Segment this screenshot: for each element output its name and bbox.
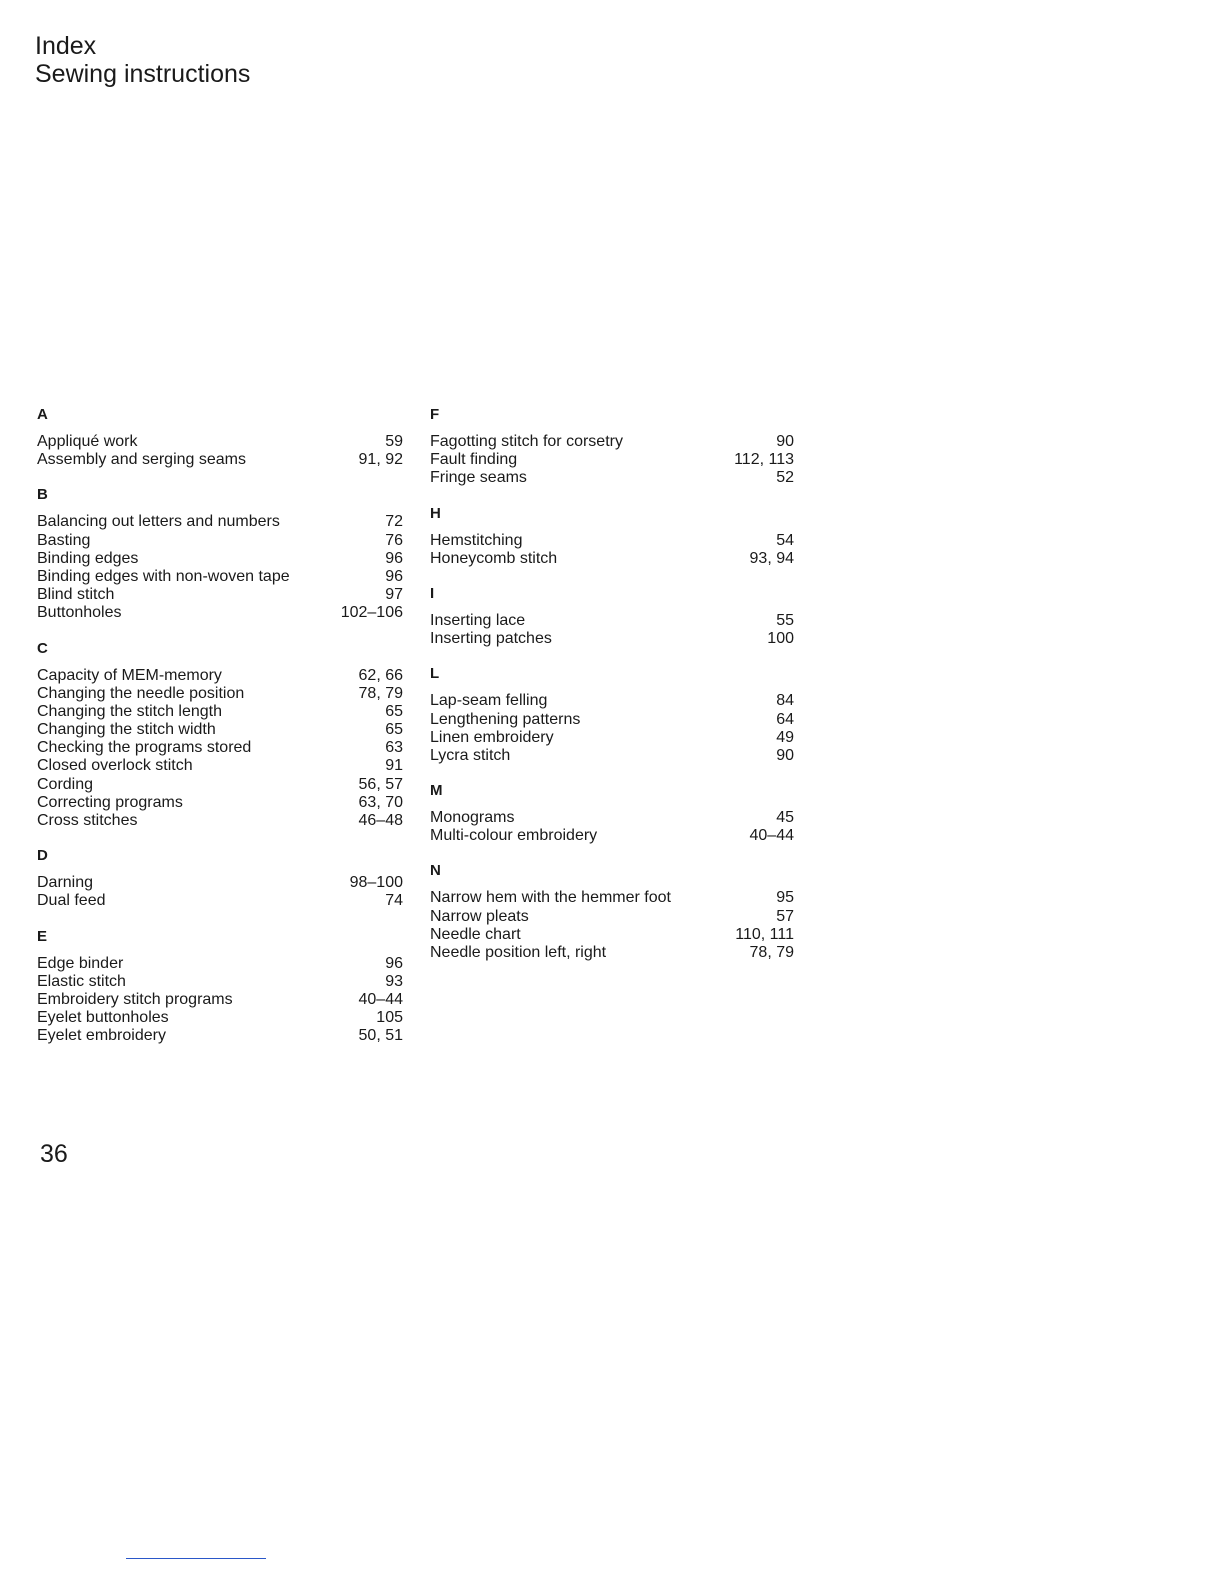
entry-term: Checking the programs stored — [37, 739, 252, 757]
entry-pages: 91 — [385, 757, 403, 775]
entry-term: Eyelet embroidery — [37, 1027, 166, 1045]
entry-pages: 63 — [385, 739, 403, 757]
index-entry — [37, 757, 403, 775]
entry-term: Linen embroidery — [430, 728, 554, 746]
index-entry — [37, 568, 403, 586]
entry-pages: 54 — [776, 531, 794, 549]
index-entry — [37, 776, 403, 794]
entry-term: Eyelet buttonholes — [37, 1009, 169, 1027]
entry-pages: 93 — [385, 972, 403, 990]
entry-term: Lap-seam felling — [430, 692, 548, 710]
entry-pages: 59 — [385, 433, 403, 450]
index-entry — [37, 812, 403, 830]
index-entry — [37, 1009, 403, 1027]
entry-pages: 50, 51 — [358, 1027, 403, 1045]
entry-term: Fagotting stitch for corsetry — [430, 433, 623, 450]
entry-pages: 40–44 — [749, 827, 794, 845]
entry-term: Narrow hem with the hemmer foot — [430, 889, 671, 907]
entry-term: Appliqué work — [37, 433, 138, 450]
index-entry — [430, 747, 794, 765]
index-entry — [430, 630, 794, 648]
section-letter: C — [37, 639, 48, 657]
index-entry — [430, 469, 794, 487]
entry-pages: 84 — [776, 692, 794, 710]
section-letter: M — [430, 782, 443, 800]
entry-term: Binding edges with non-woven tape — [37, 567, 290, 585]
entry-pages: 63, 70 — [358, 793, 403, 811]
index-entry — [37, 586, 403, 604]
entry-pages: 65 — [385, 702, 403, 720]
entry-term: Honeycomb stitch — [430, 549, 558, 567]
index-entry — [37, 973, 403, 991]
entry-term: Cording — [37, 775, 94, 793]
section-letter: H — [430, 504, 441, 522]
entry-pages: 40–44 — [358, 990, 403, 1008]
entry-pages: 97 — [385, 586, 403, 604]
index-section — [37, 847, 403, 910]
entry-pages: 90 — [776, 433, 794, 450]
entry-pages: 55 — [776, 611, 794, 629]
entry-pages: 105 — [376, 1009, 403, 1027]
section-letter: D — [37, 847, 48, 865]
section-letter: A — [37, 406, 48, 423]
index-section — [430, 862, 794, 962]
index-entry — [37, 794, 403, 812]
index-entry — [430, 612, 794, 630]
entry-pages: 49 — [776, 728, 794, 746]
entry-term: Embroidery stitch programs — [37, 990, 233, 1008]
entry-pages: 76 — [385, 531, 403, 549]
section-letter: F — [430, 406, 440, 423]
entry-pages: 102–106 — [340, 604, 403, 622]
entry-pages: 57 — [776, 907, 794, 925]
index-section — [37, 406, 403, 469]
section-letter: B — [37, 486, 48, 504]
index-entry — [430, 944, 794, 962]
entry-term: Narrow pleats — [430, 907, 529, 925]
section-letter: L — [430, 665, 440, 683]
index-entry — [430, 532, 794, 550]
entry-pages: 78, 79 — [358, 684, 403, 702]
index-section — [430, 665, 794, 765]
section-letter: I — [430, 584, 435, 602]
footer-divider — [126, 1558, 266, 1559]
index-section — [430, 585, 794, 648]
entry-term: Inserting lace — [430, 611, 526, 629]
index-entry — [430, 729, 794, 747]
entry-pages: 96 — [385, 954, 403, 972]
entry-pages: 56, 57 — [358, 775, 403, 793]
entry-term: Fringe seams — [430, 469, 527, 487]
index-entry — [430, 809, 794, 827]
entry-term: Multi-colour embroidery — [430, 827, 598, 845]
index-entry — [430, 433, 794, 451]
index-column-right — [430, 406, 794, 979]
entry-pages: 72 — [385, 513, 403, 531]
entry-term: Dual feed — [37, 892, 106, 910]
entry-term: Closed overlock stitch — [37, 757, 193, 775]
index-entry — [37, 451, 403, 469]
entry-term: Changing the needle position — [37, 684, 245, 702]
page-number: 36 — [40, 1140, 68, 1168]
entry-term: Basting — [37, 531, 91, 549]
index-section — [37, 486, 403, 622]
entry-term: Capacity of MEM-memory — [37, 666, 222, 684]
entry-pages: 78, 79 — [749, 944, 794, 961]
page-heading — [35, 32, 250, 88]
entry-term: Cross stitches — [37, 812, 138, 829]
index-entry — [37, 433, 403, 451]
index-entry — [37, 532, 403, 550]
index-entry — [37, 1027, 403, 1045]
index-column-left — [37, 406, 403, 1063]
entry-term: Correcting programs — [37, 793, 183, 811]
entry-pages: 110, 111 — [735, 925, 794, 943]
entry-term: Assembly and serging seams — [37, 451, 246, 469]
entry-term: Binding edges — [37, 549, 139, 567]
entry-pages: 100 — [767, 630, 794, 648]
index-entry — [430, 889, 794, 907]
index-section — [37, 640, 403, 831]
index-section — [37, 928, 403, 1046]
entry-pages: 96 — [385, 549, 403, 567]
index-section — [430, 782, 794, 845]
entry-term: Lycra stitch — [430, 746, 511, 764]
entry-term: Elastic stitch — [37, 972, 126, 990]
entry-term: Lengthening patterns — [430, 710, 581, 728]
index-section — [430, 406, 794, 488]
entry-term: Blind stitch — [37, 586, 115, 604]
entry-pages: 91, 92 — [358, 451, 403, 469]
entry-term: Hemstitching — [430, 531, 523, 549]
entry-term: Darning — [37, 874, 94, 892]
entry-term: Changing the stitch width — [37, 721, 216, 739]
entry-pages: 98–100 — [349, 874, 403, 892]
entry-pages: 62, 66 — [358, 666, 403, 684]
entry-pages: 93, 94 — [749, 549, 794, 567]
section-letter: E — [37, 927, 48, 945]
index-entry — [430, 711, 794, 729]
entry-term: Inserting patches — [430, 630, 552, 648]
index-entry — [37, 892, 403, 910]
index-entry — [37, 874, 403, 892]
entry-term: Balancing out letters and numbers — [37, 513, 280, 531]
entry-pages: 45 — [776, 809, 794, 827]
entry-term: Buttonholes — [37, 604, 122, 622]
index-entry — [37, 604, 403, 622]
entry-pages: 96 — [385, 567, 403, 585]
entry-pages: 95 — [776, 889, 794, 907]
index-entry — [37, 550, 403, 568]
index-entry — [430, 908, 794, 926]
index-entry — [37, 991, 403, 1009]
index-entry — [37, 513, 403, 531]
index-entry — [37, 721, 403, 739]
index-entry — [37, 703, 403, 721]
index-entry — [430, 926, 794, 944]
page-subtitle: Sewing instructions — [35, 60, 251, 88]
index-entry — [430, 827, 794, 845]
entry-pages: 52 — [776, 469, 794, 487]
entry-pages: 46–48 — [358, 812, 403, 829]
index-section — [430, 505, 794, 568]
entry-term: Monograms — [430, 809, 515, 827]
index-entry — [37, 955, 403, 973]
page-title: Index — [35, 32, 97, 60]
index-entry — [37, 667, 403, 685]
entry-term: Needle chart — [430, 925, 521, 943]
entry-term: Edge binder — [37, 954, 124, 972]
index-entry — [37, 685, 403, 703]
index-entry — [430, 692, 794, 710]
entry-term: Needle position left, right — [430, 944, 607, 961]
entry-pages: 90 — [776, 746, 794, 764]
entry-pages: 65 — [385, 721, 403, 739]
index-entry — [430, 550, 794, 568]
entry-pages: 112, 113 — [734, 451, 794, 469]
section-letter: N — [430, 862, 441, 880]
entry-term: Fault finding — [430, 451, 518, 469]
entry-pages: 74 — [385, 892, 403, 910]
index-entry — [37, 739, 403, 757]
index-entry — [430, 451, 794, 469]
entry-pages: 64 — [776, 710, 794, 728]
entry-term: Changing the stitch length — [37, 702, 223, 720]
